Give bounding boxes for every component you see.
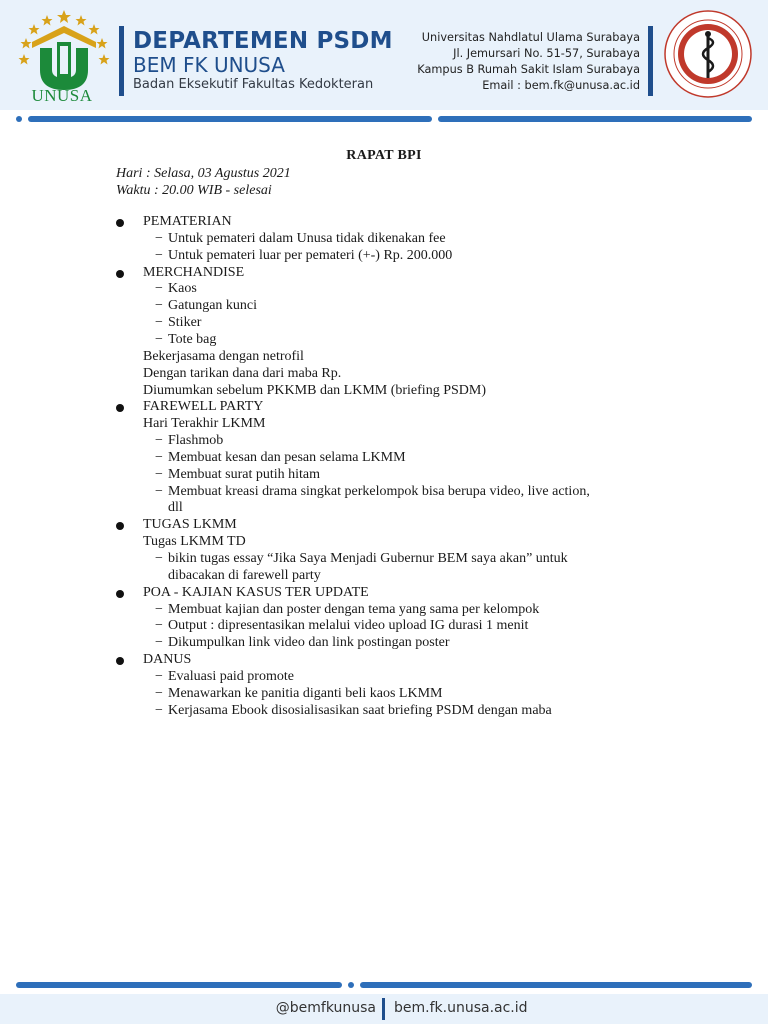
dash-icon: − [155, 466, 163, 482]
minutes-item: Output : dipresentasikan melalui video upload IG durasi 1 menit [168, 618, 529, 634]
minutes-item: Membuat kajian dan poster dengan tema yang sama per kelompok [168, 601, 540, 617]
dash-icon: − [155, 551, 163, 566]
dash-icon: − [155, 483, 163, 499]
dash-icon: − [155, 635, 163, 651]
minutes-line: Diumumkan sebelum PKKMB dan LKMM (briefing PSDM) [143, 382, 486, 398]
minutes-item-continuation: dibacakan di farewell party [168, 567, 321, 583]
minutes-item: Flashmob [168, 433, 224, 449]
minutes-line: Tugas LKMM TD [143, 534, 246, 550]
dash-icon: − [155, 298, 163, 314]
minutes-item: Dikumpulkan link video dan link postingan poster [168, 635, 450, 651]
footer-separator [382, 998, 385, 1020]
address-line: Universitas Nahdlatul Ulama Surabaya [421, 31, 640, 44]
bullet-icon [116, 657, 124, 665]
dash-icon: − [155, 315, 163, 331]
minutes-line: Hari Terakhir LKMM [143, 416, 266, 432]
section-heading: POA - KAJIAN KASUS TER UPDATE [143, 584, 369, 600]
dash-icon: − [155, 618, 163, 634]
dash-icon: − [155, 685, 163, 701]
minutes-item: Evaluasi paid promote [168, 668, 294, 684]
social-handle: @bemfkunusa [275, 1000, 376, 1016]
minutes-item: bikin tugas essay “Jika Saya Menjadi Gubernur BEM saya akan” untuk [168, 551, 568, 566]
minutes-line: Bekerjasama dengan netrofil [143, 348, 304, 364]
address-line: Jl. Jemursari No. 51-57, Surabaya [453, 47, 640, 60]
bullet-icon [116, 590, 124, 598]
dash-icon: − [155, 668, 163, 684]
minutes-item: Untuk pemateri dalam Unusa tidak dikenakan fee [168, 230, 446, 246]
unusa-logo-text: UNUSA [31, 86, 93, 105]
footer [0, 994, 768, 1024]
header-separator-left [119, 26, 124, 96]
email-line: Email : bem.fk@unusa.ac.id [482, 79, 640, 92]
minutes-item: Kerjasama Ebook disosialisasikan saat briefing PSDM dengan maba [168, 702, 552, 718]
minutes-item: Kaos [168, 281, 197, 297]
dash-icon: − [155, 449, 163, 465]
minutes-item: Membuat kesan dan pesan selama LKMM [168, 449, 406, 465]
section-heading: FAREWELL PARTY [143, 399, 264, 415]
minutes-item: Gatungan kunci [168, 298, 258, 314]
department-subtitle: BEM FK UNUSA [133, 53, 285, 77]
department-subtitle-full: Badan Eksekutif Fakultas Kedokteran [133, 77, 374, 92]
minutes-line: Dengan tarikan dana dari maba Rp. [143, 365, 342, 381]
letterhead [0, 0, 768, 110]
minutes-item: Stiker [168, 315, 202, 331]
dash-icon: − [155, 230, 163, 246]
minutes-item-continuation: dll [168, 500, 183, 516]
bullet-icon [116, 270, 124, 278]
website-link: bem.fk.unusa.ac.id [394, 1000, 528, 1016]
meeting-day: Hari : Selasa, 03 Agustus 2021 [116, 166, 291, 181]
minutes-item: Membuat surat putih hitam [168, 466, 321, 482]
department-title: DEPARTEMEN PSDM [133, 28, 393, 54]
minutes-item: Tote bag [168, 331, 217, 347]
footer-divider [0, 982, 768, 988]
bem-fk-seal-icon [664, 10, 752, 98]
minutes-item: Menawarkan ke panitia diganti beli kaos LKMM [168, 685, 443, 701]
dash-icon: − [155, 281, 163, 297]
dash-icon: − [155, 331, 163, 347]
address-line: Kampus B Rumah Sakit Islam Surabaya [417, 63, 640, 76]
minutes-item: Untuk pemateri luar per pemateri (+-) Rp. 200.000 [168, 247, 453, 263]
address-block [417, 30, 640, 94]
header-divider [0, 116, 768, 122]
minutes-item: Membuat kreasi drama singkat perkelompok bisa berupa video, live action, [168, 483, 590, 499]
section-heading: MERCHANDISE [143, 264, 245, 280]
dash-icon: − [155, 601, 163, 617]
header-separator-right [648, 26, 653, 96]
bullet-icon [116, 522, 124, 530]
section-heading: DANUS [143, 652, 192, 668]
bullet-icon [116, 404, 124, 412]
dash-icon: − [155, 702, 163, 718]
meeting-time: Waktu : 20.00 WIB - selesai [116, 183, 272, 198]
dash-icon: − [155, 247, 163, 263]
document-title: RAPAT BPI [346, 148, 422, 163]
section-heading: PEMATERIAN [143, 214, 232, 229]
section-heading: TUGAS LKMM [143, 517, 237, 533]
dash-icon: − [155, 433, 163, 449]
bullet-icon [116, 219, 124, 227]
